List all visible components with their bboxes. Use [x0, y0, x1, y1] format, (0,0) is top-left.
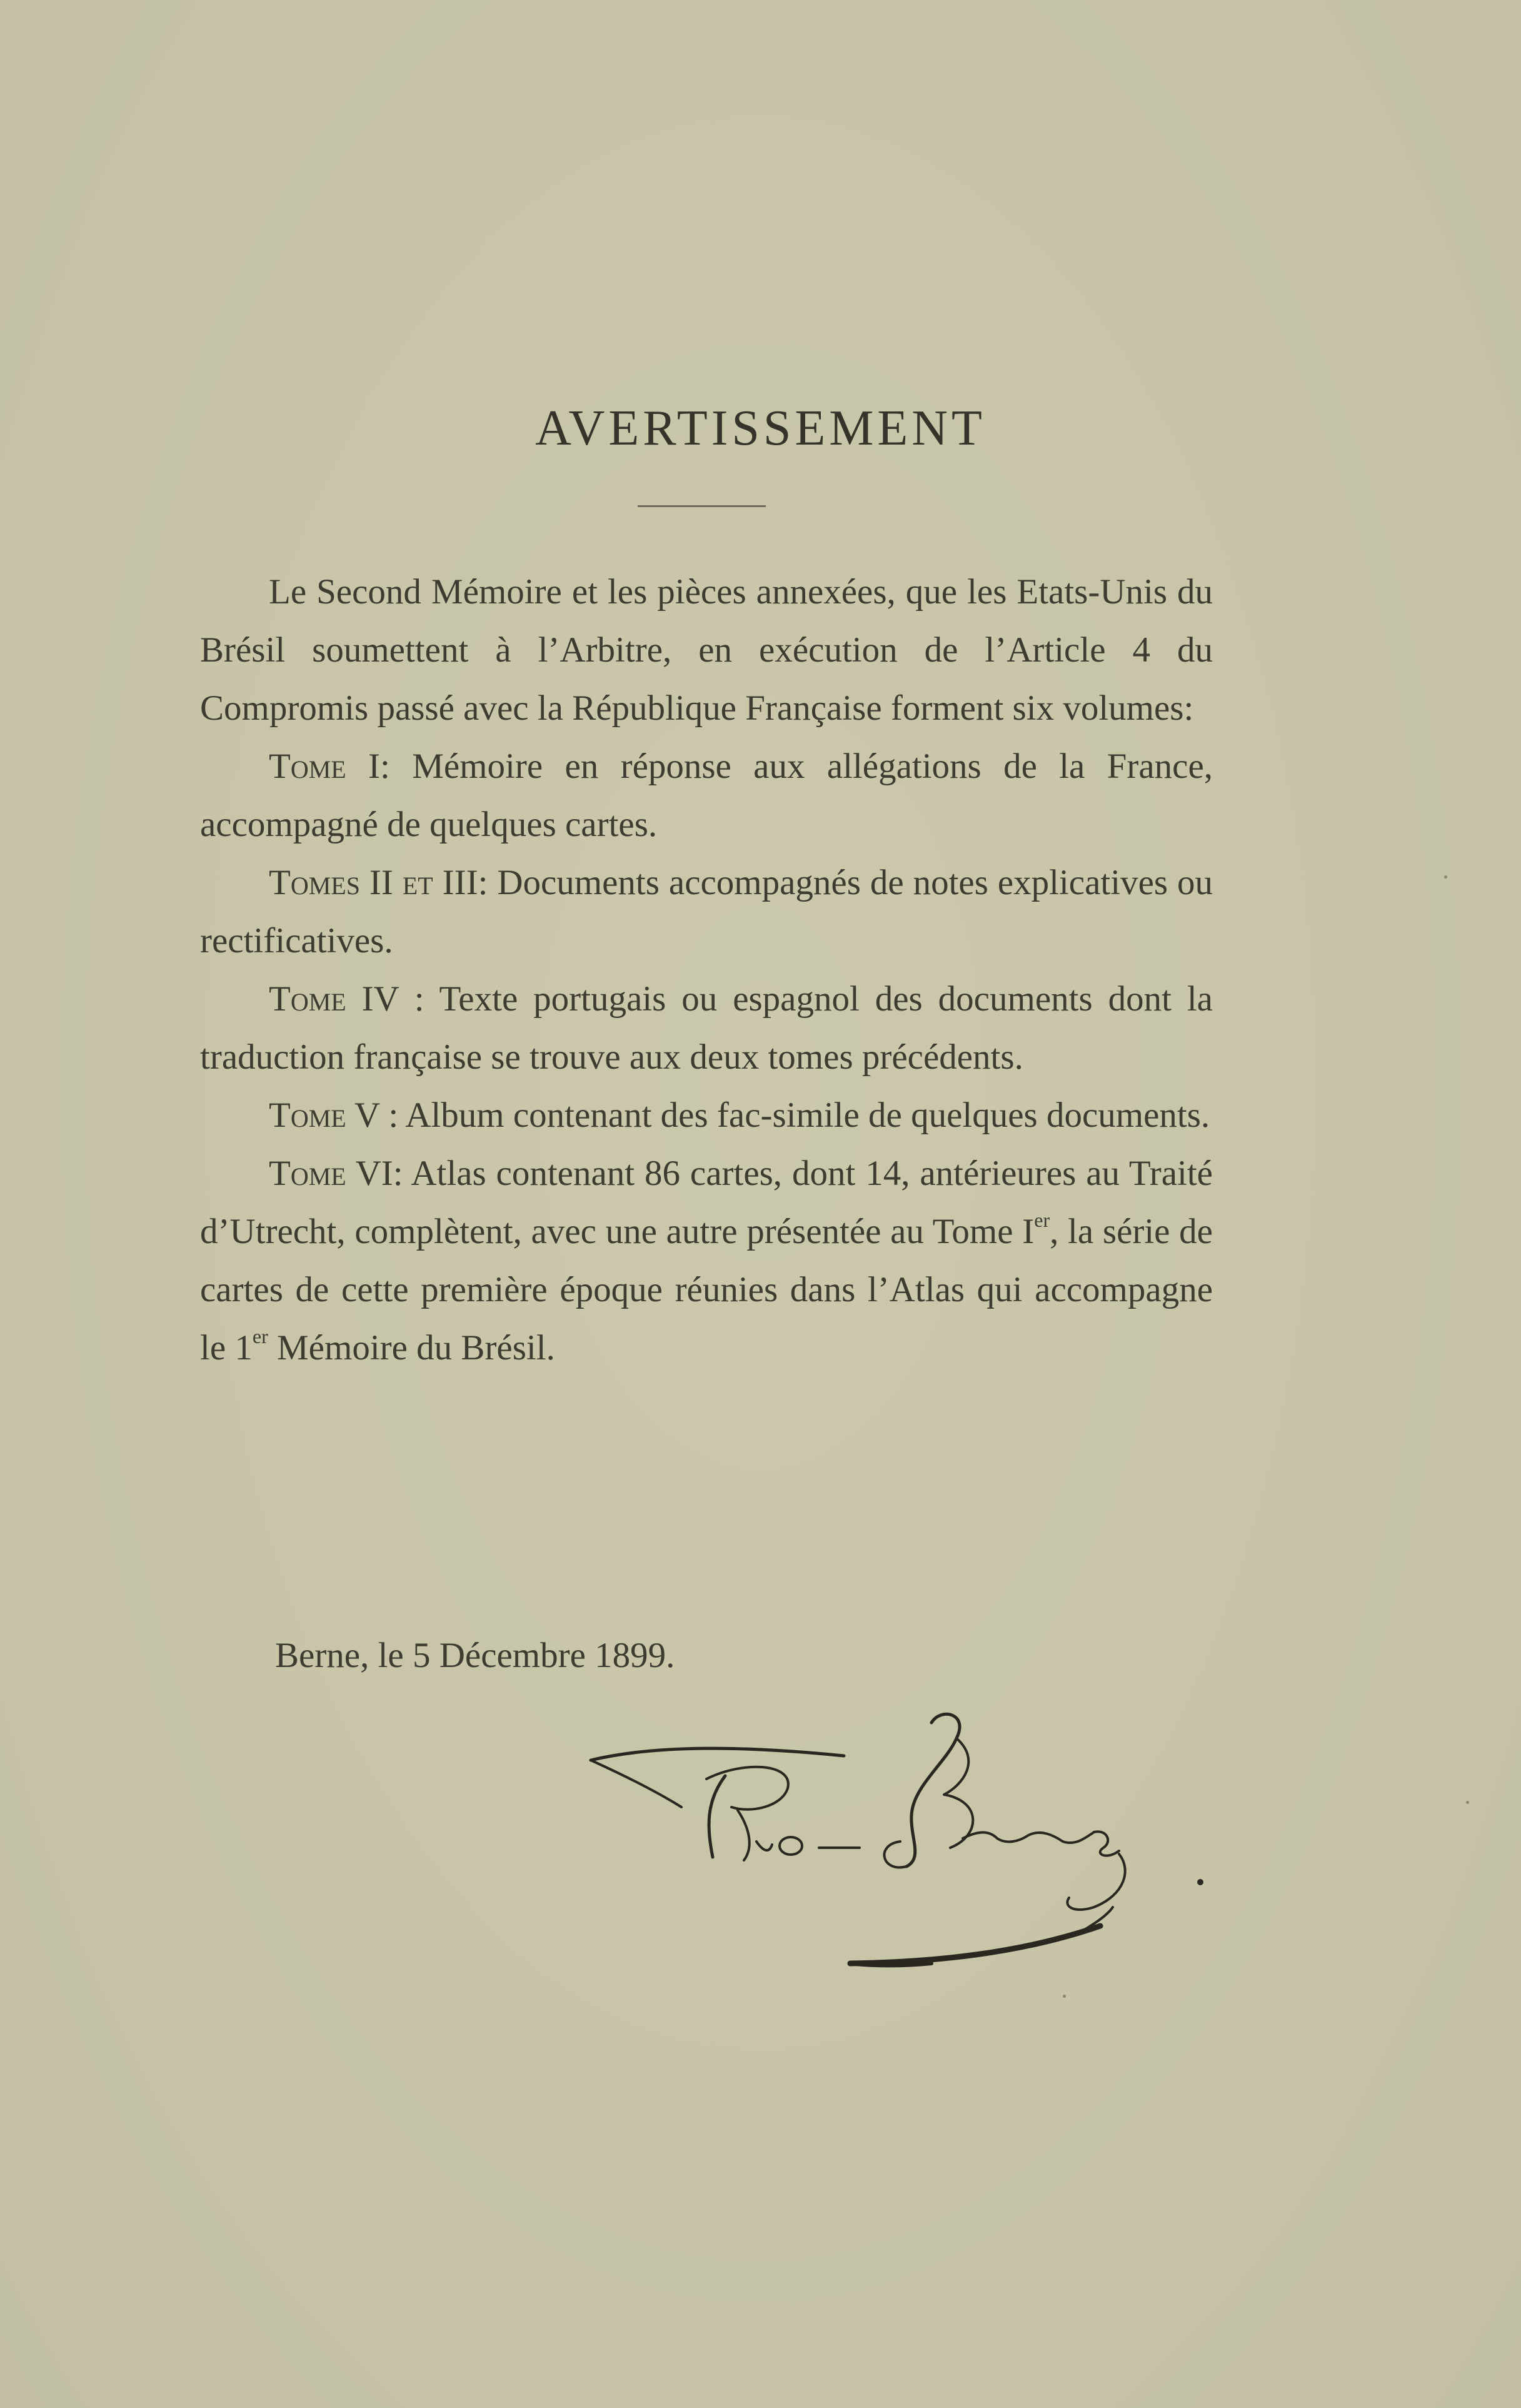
tome-2-3-paragraph	[200, 854, 1213, 970]
tome-5-label: Tome	[269, 1096, 346, 1135]
tome-5-number: V	[346, 1096, 380, 1135]
tome-2-number: II	[359, 863, 403, 902]
tome-2-3-label: Tomes	[269, 863, 360, 902]
tome-5-paragraph	[200, 1086, 1213, 1144]
tome-5-text: : Album contenant des fac-simile de quelques documents.	[379, 1096, 1210, 1135]
tome-4-paragraph	[200, 970, 1213, 1086]
tome-2-3-text: : Documents accompagnés de notes explicatives ou rectificatives.	[200, 863, 1213, 960]
date-line: Berne, le 5 Décembre 1899.	[275, 1636, 675, 1675]
tome-6-label: Tome	[269, 1154, 346, 1193]
title-rule	[638, 505, 766, 507]
tome-6-superscript-a: er	[1034, 1209, 1050, 1231]
tome-1-number: I	[346, 747, 381, 786]
tome-6-text-c: Mémoire du Brésil.	[268, 1328, 555, 1368]
tome-4-label: Tome	[269, 979, 346, 1019]
tome-6-text-b: , la série de cartes de cette première époque réunies dans l’Atlas qui accompagne le 1	[200, 1212, 1213, 1368]
tome-6-number: VI	[346, 1154, 393, 1193]
tome-1-paragraph	[200, 737, 1213, 854]
paper-speck	[1063, 1995, 1066, 1998]
tome-1-label: Tome	[269, 747, 346, 786]
page-title: AVERTISSEMENT	[535, 401, 986, 456]
tome-4-number: IV	[346, 979, 399, 1019]
paper-speck	[1466, 1801, 1469, 1804]
tome-6-text-a: : Atlas contenant 86 cartes, dont 14, antérieures au Traité d’Utrecht, complètent, avec une autre présentée au Tome I	[200, 1154, 1213, 1251]
tome-3-number: III	[433, 863, 478, 902]
paper-speck	[1444, 875, 1447, 879]
tome-1-text: : Mémoire en réponse aux allégations de la France, accompagné de quelques cartes.	[200, 747, 1213, 844]
tome-2-3-conjunction: et	[402, 863, 433, 902]
signature	[581, 1701, 1219, 1988]
intro-paragraph: Le Second Mémoire et les pièces annexées, que les Etats-Unis du Brésil soumettent à l’Arbitre, en exécution de l’Article 4 du Compromis passé avec la République Française forment six volumes:	[200, 572, 1213, 728]
tome-6-superscript-b: er	[252, 1325, 268, 1348]
tome-4-text: : Texte portugais ou espagnol des documents dont la traduction française se trouve aux deux tomes précédents.	[200, 979, 1213, 1077]
body-text	[200, 563, 1213, 1377]
tome-6-paragraph	[200, 1144, 1213, 1377]
